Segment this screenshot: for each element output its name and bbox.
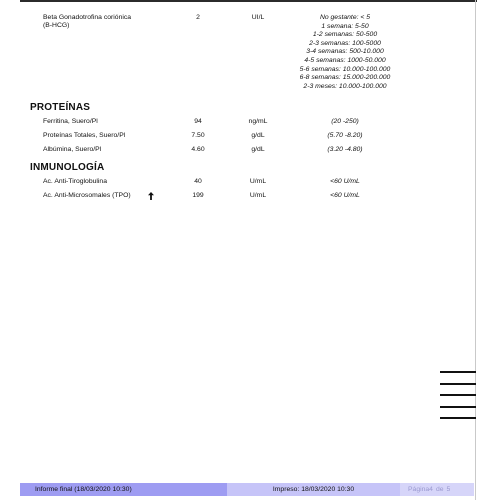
test-unit: g/dL [251,132,265,139]
ref-line: 6-8 semanas: 15.000-200.000 [299,74,391,82]
test-name: Ac. Anti-Microsomales (TPO) [43,192,131,199]
hamburger-menu-icon[interactable] [440,371,476,429]
page-footer [20,483,474,496]
up-arrow-icon [148,192,154,202]
test-value: 40 [194,178,202,185]
test-unit: UI/L [251,14,265,21]
test-name-line1: Beta Gonadotrofina coriónica [43,14,132,21]
test-value: 94 [194,118,202,125]
ref-line: No gestante: < 5 [319,14,371,21]
test-name: Albúmina, Suero/Pl [43,146,102,153]
ref-line: 1-2 semanas: 50-500 [312,31,378,39]
page-number: 4 [429,486,433,493]
test-name-line2: (B-HCG) [43,22,70,29]
reference-range: (20 -250) [331,118,359,125]
menu-bar [440,383,476,385]
reference-range-list [290,14,400,91]
test-value: 199 [192,192,204,199]
page-of: de [435,486,444,493]
test-unit: U/mL [249,178,267,185]
menu-bar [440,406,476,408]
menu-bar [440,394,476,396]
test-name: Ac. Anti-Tiroglobulina [43,178,107,185]
test-value: 7.50 [191,132,205,139]
ref-line: 3-4 semanas: 500-10.000 [306,48,384,56]
test-unit: g/dL [251,146,265,153]
reference-range: <60 U/mL [330,178,360,185]
test-name: Proteínas Totales, Suero/Pl [43,132,126,139]
ref-line: 2-3 meses: 10.000-100.000 [303,82,387,90]
menu-bar [440,417,476,419]
section-title-inmunologia: INMUNOLOGÍA [30,162,105,173]
test-value: 2 [196,14,200,21]
ref-line: 2-3 semanas: 100-5000 [309,39,381,47]
page-word: Página [408,486,430,493]
page-indicator [400,483,474,496]
section-title-proteinas: PROTEÍNAS [30,102,91,113]
reference-range: (5.70 -8.20) [327,132,363,139]
page-total: 5 [446,486,451,493]
test-name [43,14,131,30]
test-value: 4.60 [191,146,205,153]
ref-line: 1 semana: 5-50 [321,22,369,30]
top-rule [20,0,477,2]
reference-range: (3.20 -4.80) [327,146,363,153]
test-unit: U/mL [249,192,267,199]
test-name: Ferritina, Suero/Pl [43,118,98,125]
printed-date: Impreso: 18/03/2020 10:30 [227,483,400,496]
menu-bar [440,371,476,373]
reference-range: <60 U/mL [330,192,360,199]
ref-line: 4-5 semanas: 1000-50.000 [304,56,386,64]
test-unit: ng/mL [248,118,268,125]
report-status: Informe final (18/03/2020 10:30) [20,483,227,496]
ref-line: 5-6 semanas: 10.000-100.000 [299,65,391,73]
